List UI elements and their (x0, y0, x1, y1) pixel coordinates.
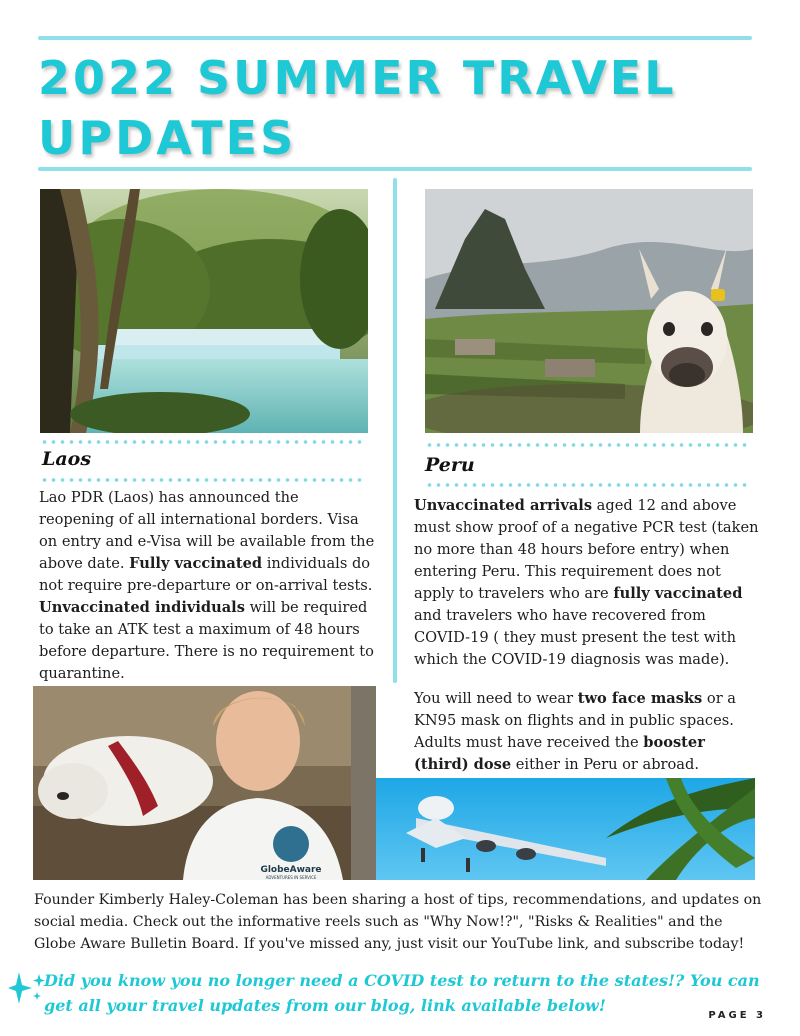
bold-phrase: Unvaccinated arrivals (414, 497, 593, 514)
text-run: either in Peru or abroad. (511, 756, 699, 773)
founder-with-dog-photo (33, 686, 376, 880)
laos-dots-top (40, 439, 366, 445)
bold-phrase: Fully vaccinated (129, 555, 263, 572)
peru-heading: Peru (425, 454, 475, 476)
peru-machu-picchu-llama-photo (425, 189, 753, 433)
text-run: individuals do not require pre-departure or on-arrival tests. (39, 555, 373, 594)
page-number: PAGE 3 (708, 1010, 766, 1021)
bold-phrase: two face masks (577, 690, 703, 707)
sparkle-icon (8, 970, 46, 1006)
title-underline-rule (38, 167, 752, 171)
text-run: aged 12 and above must show proof of a negative PCR test (taken no more than 48 hours before entry) when entering Peru. This requirement does not apply to travelers who are (414, 497, 759, 602)
bold-phrase: Unvaccinated individuals (39, 599, 245, 616)
text-run: will be required to take an ATK test a maximum of 48 hours before departure. There is no requirement to quarantine. (39, 599, 374, 682)
top-rule (38, 36, 752, 40)
bold-phrase: booster (third) dose (414, 734, 705, 773)
text-run: Lao PDR (Laos) has announced the reopening of all international borders. Visa on entry and e-Visa will be available from the above date. (39, 489, 375, 572)
column-divider (393, 178, 397, 683)
peru-paragraph-masks (414, 688, 764, 776)
covid-test-callout: Did you know you no longer need a COVID test to return to the states!? You can get all your travel updates from our blog, link available below! (44, 971, 760, 1015)
laos-paragraph (39, 487, 375, 685)
laos-waterfall-photo (40, 189, 368, 433)
text-run: You will need to wear (414, 690, 578, 707)
peru-dots-bottom (425, 482, 751, 488)
bold-phrase: fully vaccinated (613, 585, 743, 602)
airplane-palm-photo (376, 778, 755, 880)
founder-paragraph: Founder Kimberly Haley-Coleman has been sharing a host of tips, recommendations, and updates on social media. Check out the informative reels such as "Why Now!?", "Risks & Realities" and the Globe Aware Bulletin Board. If you've missed any, just visit our YouTube link, and subscribe today! (34, 892, 762, 952)
laos-heading: Laos (42, 448, 92, 470)
text-run: or a KN95 mask on flights and in public spaces. Adults must have received the (414, 690, 737, 751)
page-title: 2022 SUMMER TRAVEL UPDATES (38, 51, 677, 165)
peru-dots-top (425, 442, 751, 448)
text-run: and travelers who have recovered from COVID-19 ( they must present the test with which the COVID-19 diagnosis was made). (414, 607, 737, 668)
laos-dots-bottom (40, 477, 366, 483)
shirt-logo-text: GlobeAware (260, 865, 322, 875)
peru-paragraph-entry (414, 495, 764, 671)
shirt-logo-subtext: ADVENTURES IN SERVICE (265, 875, 317, 880)
